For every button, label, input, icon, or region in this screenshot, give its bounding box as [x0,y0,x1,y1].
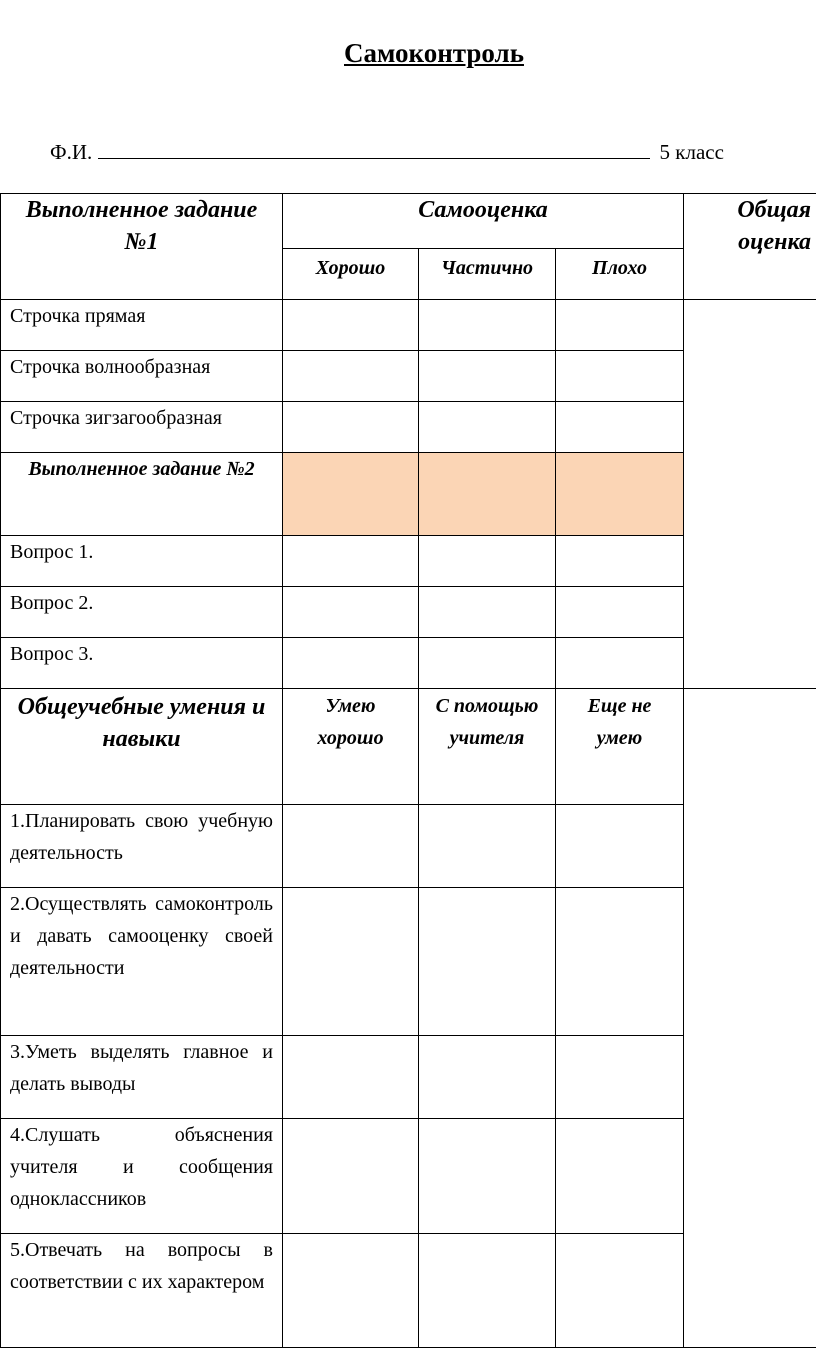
rating-cell[interactable] [556,1036,684,1119]
rating-cell[interactable] [419,536,556,587]
rating-cell[interactable] [283,587,419,638]
rating-cell[interactable] [556,638,684,689]
rating-cell[interactable] [283,300,419,351]
skills-heading: Общеучебные умения и навыки [1,689,283,805]
grade-label: 5 класс [659,140,724,164]
rating-cell[interactable] [283,351,419,402]
student-name-line [50,140,724,165]
row-label: Строчка прямая [1,300,283,351]
highlight-cell [556,453,684,536]
row-label: Вопрос 3. [1,638,283,689]
rating-cell[interactable] [283,1234,419,1348]
col-bad: Плохо [556,249,684,300]
row-label: Строчка волнообразная [1,351,283,402]
self-control-table [0,193,816,1348]
page-title: Самоконтроль [344,38,524,68]
row-label: Вопрос 2. [1,587,283,638]
skills-overall-cell[interactable] [684,689,816,1348]
rating-cell[interactable] [419,300,556,351]
task1-heading: Выполненное задание №1 [1,194,283,300]
rating-cell[interactable] [419,888,556,1036]
rating-cell[interactable] [556,1119,684,1234]
rating-cell[interactable] [419,1234,556,1348]
rating-cell[interactable] [419,351,556,402]
rating-cell[interactable] [556,536,684,587]
rating-cell[interactable] [283,1119,419,1234]
rating-cell[interactable] [419,1036,556,1119]
skills-header-row [1,689,816,805]
rating-cell[interactable] [556,888,684,1036]
rating-cell[interactable] [283,888,419,1036]
row-label: Вопрос 1. [1,536,283,587]
rating-cell[interactable] [556,300,684,351]
overall-heading: Общая оценка [684,194,816,300]
rating-cell[interactable] [419,638,556,689]
rating-cell[interactable] [283,402,419,453]
student-name-field[interactable] [98,140,650,159]
skill-label: 4.Слушать объяснения учителя и сообщения одноклассников [1,1119,283,1234]
highlight-cell [419,453,556,536]
rating-cell[interactable] [556,1234,684,1348]
col-cannot-yet: Еще не умею [556,689,684,805]
col-good: Хорошо [283,249,419,300]
rating-cell[interactable] [419,587,556,638]
highlight-cell [283,453,419,536]
skill-label: 3.Уметь выделять главное и делать выводы [1,1036,283,1119]
rating-cell[interactable] [283,805,419,888]
task2-heading: Выполненное задание №2 [1,453,283,536]
self-eval-heading: Самооценка [283,194,684,249]
col-can-well: Умею хорошо [283,689,419,805]
rating-cell[interactable] [556,587,684,638]
rating-cell[interactable] [419,402,556,453]
rating-cell[interactable] [283,536,419,587]
col-with-teacher: С помощью учителя [419,689,556,805]
skill-label: 5.Отвечать на вопросы в соответствии с их характером [1,1234,283,1348]
rating-cell[interactable] [556,402,684,453]
rating-cell[interactable] [419,1119,556,1234]
rating-cell[interactable] [283,638,419,689]
rating-cell[interactable] [283,1036,419,1119]
header-row [1,194,816,249]
skill-label: 2.Осуществлять самоконтроль и давать самооценку своей деятельности [1,888,283,1036]
overall-cell[interactable] [684,300,816,689]
rating-cell[interactable] [556,805,684,888]
row-label: Строчка зигзагообразная [1,402,283,453]
student-name-label: Ф.И. [50,140,93,164]
rating-cell[interactable] [419,805,556,888]
table-row [1,300,816,351]
col-partial: Частично [419,249,556,300]
rating-cell[interactable] [556,351,684,402]
skill-label: 1.Планировать свою учебную деятельность [1,805,283,888]
